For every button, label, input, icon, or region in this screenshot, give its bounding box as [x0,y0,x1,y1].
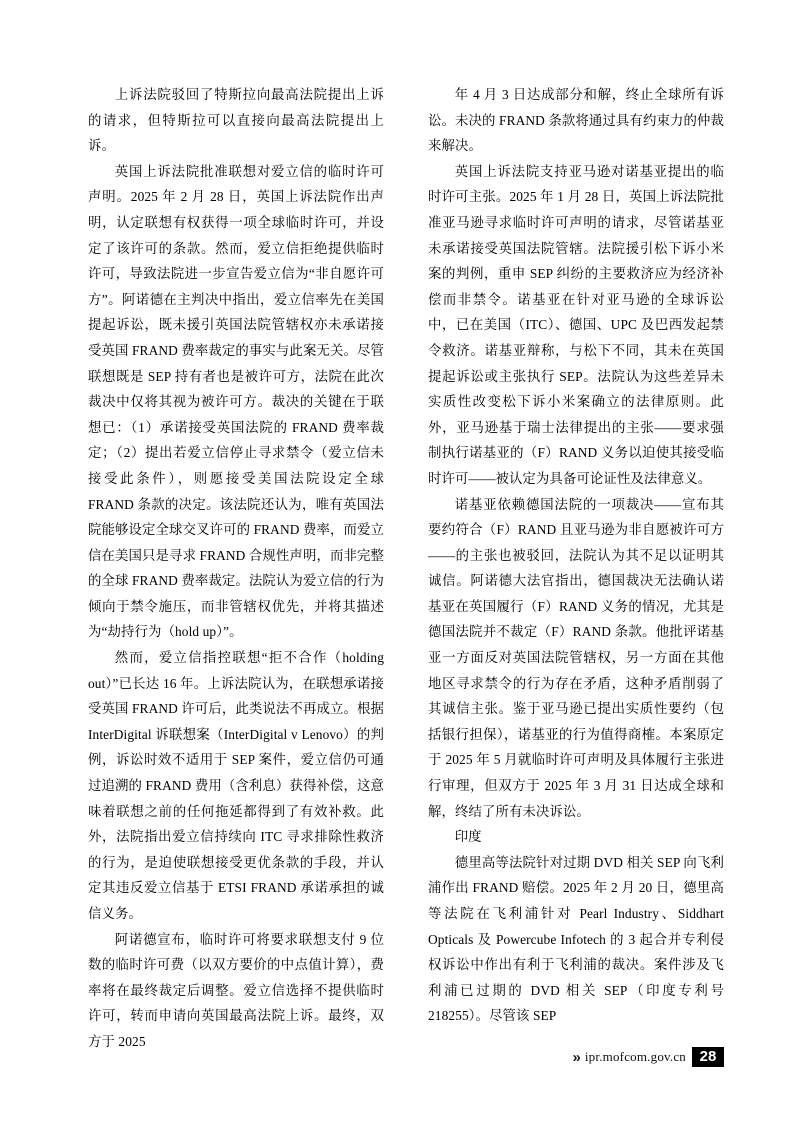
paragraph: 英国上诉法院支持亚马逊对诺基亚提出的临时许可主张。2025 年 1 月 28 日，英国上诉法院批准亚马逊寻求临时许可声明的请求，尽管诺基亚未承诺接受英国法院管辖。法院援引松下诉小米案的判例，重申 SEP 纠纷的主要救济应为经济补偿而非禁令。诺基亚在针对亚马逊的全球诉讼中，已在美国（ITC）、德国、UPC 及巴西发起禁令救济。诺基亚辩称，与松下不同，其未在英国提起诉讼或主张执行 SEP。法院认为这些差异未实质性改变松下诉小米案确立的法律原则。此外，亚马逊基于瑞士法律提出的主张——要求强制执行诺基亚的（F）RAND 义务以迫使其接受临时许可——被认定为具备可论证性及法律意义。 [428,163,724,486]
paragraph: 德里高等法院针对过期 DVD 相关 SEP 向飞利浦作出 FRAND 赔偿。2025 年 2 月 20 日，德里高等法院在飞利浦针对 Pearl Industry、Siddhart Opticals 及 Powercube Infotech 的 3 起合并专利侵权诉讼中作出有利于飞利浦的裁决。案件涉及飞利浦已过期的 DVD 相关 SEP（印度专利号 218255）。尽管该 SEP [428,854,724,1024]
left-column [88,82,384,1049]
page-number-badge: 28 [692,1047,724,1067]
page-content [88,82,724,1049]
paragraph: 英国上诉法院批准联想对爱立信的临时许可声明。2025 年 2 月 28 日，英国上诉法院作出声明，认定联想有权获得一项全球临时许可，并设定了该许可的条款。然而，爱立信拒绝提供临时许可，导致法院进一步宣告爱立信为“非自愿许可方”。阿诺德在主判决中指出，爱立信率先在美国提起诉讼，既未援引英国法院管辖权亦未承诺接受英国 FRAND 费率裁定的事实与此案无关。尽管联想既是 SEP 持有者也是被许可方，法院在此次裁决中仅将其视为被许可方。裁决的关键在于联想已：（1）承诺接受英国法院的 FRAND 费率裁定；（2）提出若爱立信停止寻求禁令（爱立信未接受此条件），则愿接受美国法院设定全球 FRAND 条款的决定。该法院还认为，唯有英国法院能够设定全球交叉许可的 FRAND 费率，而爱立信在美国只是寻求 FRAND 合规性声明，而非完整的全球 FRAND 费率裁定。法院认为爱立信的行为倾向于禁令施压，而非管辖权优先，并将其描述为“劫持行为（hold up）”。 [88,163,384,640]
right-column [428,82,724,1027]
double-chevron-right-icon: » [572,1048,579,1066]
section-heading: 印度 [454,829,482,845]
paragraph: 然而，爱立信指控联想“拒不合作（holding out）”已长达 16 年。上诉法院认为，在联想承诺接受英国 FRAND 许可后，此类说法不再成立。根据 InterDigital 诉联想案（InterDigital v Lenovo）的判例，诉讼时效不适用于 SEP 案件，爱立信仍可通过追溯的 FRAND 费用（含利息）获得补偿，这意味着联想之前的任何拖延都得到了有效补救。此外，法院指出爱立信持续向 ITC 寻求排除性救济的行为，是迫使联想接受更优条款的手段，并认定其违反爱立信基于 ETSI FRAND 承诺承担的诚信义务。 [88,650,384,921]
footer-site-url: ipr.mofcom.gov.cn [584,1049,686,1064]
paragraph: 诺基亚依赖德国法院的一项裁决——宣布其要约符合（F）RAND 且亚马逊为非自愿被许可方——的主张也被驳回，法院认为其不足以证明其诚信。阿诺德大法官指出，德国裁决无法确认诺基亚在英国履行（F）RAND 义务的情况，尤其是德国法院并不裁定（F）RAND 条款。他批评诺基亚一方面反对英国法院管辖权，另一方面在其他地区寻求禁令的行为存在矛盾，这种矛盾削弱了其诚信主张。鉴于亚马逊已提出实质性要约（包括银行担保），诺基亚的行为值得商榷。本案原定于 2025 年 5 月就临时许可声明及具体履行主张进行审理，但双方于 2025 年 3 月 31 日达成全球和解，终结了所有未决诉讼。 [428,496,724,819]
page-footer [0,1047,794,1071]
paragraph: 年 4 月 3 日达成部分和解，终止全球所有诉讼。未决的 FRAND 条款将通过具有约束力的仲裁来解决。 [428,87,724,154]
paragraph: 阿诺德宣布，临时许可将要求联想支付 9 位数的临时许可费（以双方要价的中点值计算），费率将在最终裁定后调整。爱立信选择不提供临时许可，转而申请向英国最高法院上诉。最终，双方于 2025 [88,931,384,1049]
paragraph: 上诉法院驳回了特斯拉向最高法院提出上诉的请求，但特斯拉可以直接向最高法院提出上诉。 [88,87,384,154]
footer-inner [573,1047,724,1067]
